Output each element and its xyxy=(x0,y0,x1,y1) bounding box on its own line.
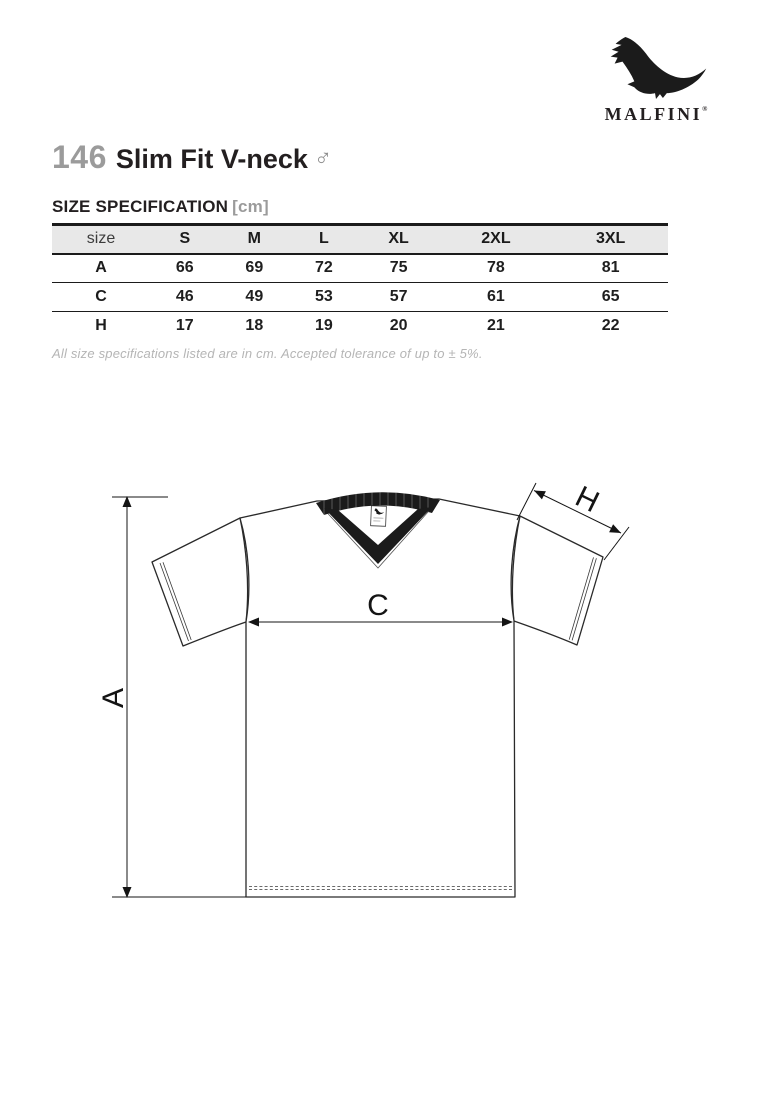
size-value: 17 xyxy=(175,317,194,335)
brand-wordmark xyxy=(588,104,724,125)
row-label-c: C xyxy=(95,288,107,305)
size-value: 81 xyxy=(601,259,620,277)
size-value: 65 xyxy=(601,288,620,305)
table-header-row xyxy=(52,225,668,254)
column-header-xl: XL xyxy=(388,230,409,248)
size-value: 66 xyxy=(175,259,194,277)
registered-mark: ® xyxy=(702,105,708,113)
size-value: 20 xyxy=(389,317,408,335)
eagle-logo-icon xyxy=(598,36,714,102)
column-header-2xl: 2XL xyxy=(481,230,511,248)
product-name: Slim Fit V-neck xyxy=(115,144,308,174)
column-header-s: S xyxy=(179,230,191,248)
section-title: SIZE SPECIFICATION xyxy=(52,197,229,216)
size-value: 19 xyxy=(314,317,333,335)
brand-name: MALFINI xyxy=(604,104,703,124)
tshirt-left-sleeve xyxy=(152,518,248,646)
row-label-a: A xyxy=(95,259,107,277)
size-value: 21 xyxy=(487,317,505,335)
dimension-label-a: A xyxy=(97,687,130,709)
table-row xyxy=(52,283,668,312)
size-table xyxy=(52,223,668,341)
size-value: 57 xyxy=(389,288,408,305)
size-value: 46 xyxy=(175,288,194,305)
male-gender-icon: ♂ xyxy=(313,145,332,172)
table-row xyxy=(52,254,668,283)
size-value: 69 xyxy=(245,259,264,277)
column-header-l: L xyxy=(318,230,329,248)
column-header-size: size xyxy=(86,230,116,248)
size-value: 72 xyxy=(314,259,333,277)
tshirt-measurement-diagram xyxy=(0,455,774,925)
size-specification-section xyxy=(52,197,668,361)
dimension-label-c: C xyxy=(367,589,389,622)
column-header-m: M xyxy=(247,230,261,248)
neck-label xyxy=(371,506,387,527)
section-heading xyxy=(52,197,668,217)
arrowhead-down xyxy=(123,887,132,898)
size-value: 78 xyxy=(487,259,505,277)
size-value: 61 xyxy=(487,288,505,305)
size-value: 75 xyxy=(389,259,408,277)
table-row xyxy=(52,312,668,341)
row-label-h: H xyxy=(95,317,107,335)
column-header-3xl: 3XL xyxy=(595,230,626,248)
product-number: 146 xyxy=(52,139,107,175)
arrowhead-up xyxy=(123,496,132,507)
table-footnote: All size specifications listed are in cm. Accepted tolerance of up to ± 5%. xyxy=(52,345,483,361)
dimension-label-h: H xyxy=(570,479,605,520)
size-value: 18 xyxy=(245,317,264,335)
product-title xyxy=(52,139,332,176)
size-value: 53 xyxy=(314,288,333,305)
size-value: 49 xyxy=(245,288,264,305)
size-value: 22 xyxy=(601,317,620,335)
brand-logo xyxy=(588,36,724,125)
section-unit: [cm] xyxy=(232,197,269,216)
